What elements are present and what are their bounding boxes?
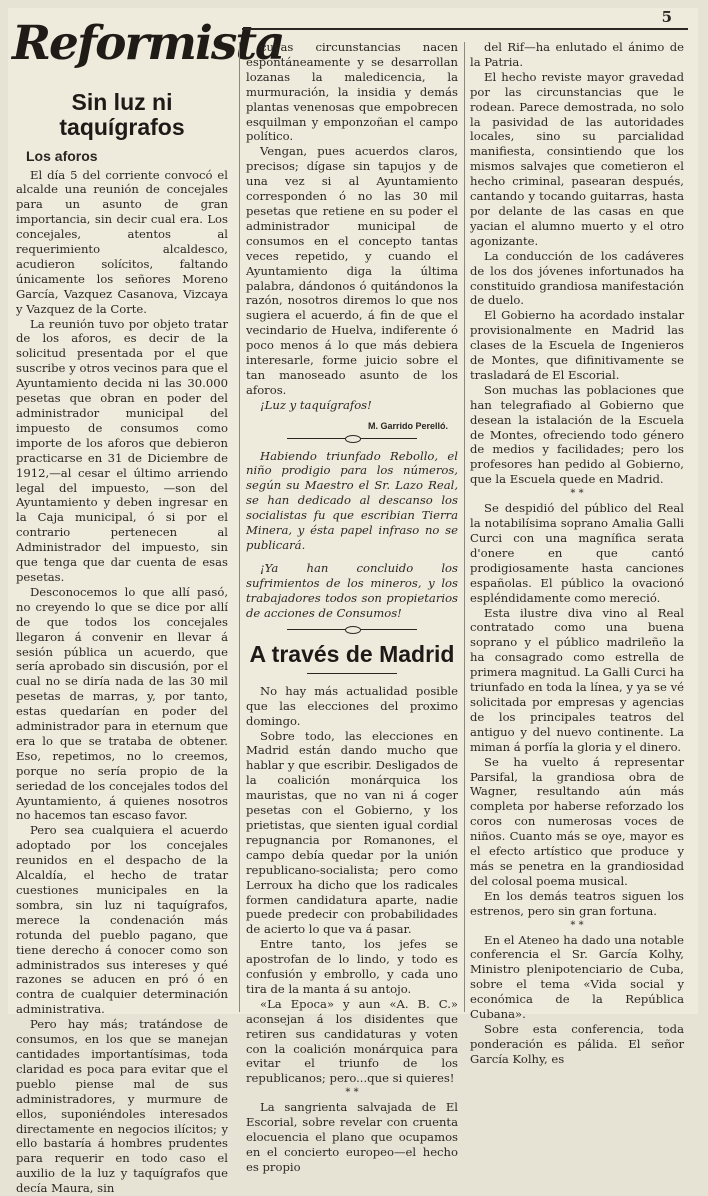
paragraph: Sobre esta conferencia, toda ponderación es pálida. El señor García Kolhy, es <box>470 1022 684 1066</box>
paragraph: En el Ateneo ha dado una notable conferencia el Sr. García Kolhy, Ministro plenipotenciario de Cuba, sobre el tema «Vida social y económica de la República Cubana». <box>470 932 684 1022</box>
paragraph: El hecho reviste mayor gravedad por las circunstancias que le rodean. Parece demostrada, no solo la pasividad de las autoridades locales, sino su parcialidad manifiesta, consintiendo que los mismos salvajes que cometieron el hecho criminal, pasearan después, cantando y tocando guitarras, hasta por delante de las casas en que yacian el alumno muerto y el otro agonizante. <box>470 69 684 248</box>
paragraph: En los demás teatros siguen los estrenos, pero sin gran fortuna. <box>470 888 684 918</box>
paragraph: Esta ilustre diva vino al Real contratado como una buena soprano y el público madrileño la ha consagrado como estrella de primera magnitud. La Galli Curci ha triunfado en toda la línea, y ya se vé solicitada por empresas y agencias de los principales teatros del antiguo y del nuevo continente. La miman á porfía la gloria y el dinero. <box>470 605 684 754</box>
asterism: * * <box>345 1087 359 1099</box>
paragraph: «La Epoca» y aun «A. B. C.» aconsejan á los disidentes que retiren sus candidaturas y voten con la coalición monárquica para evitar el triunfo de los republicanos; pero...que si quieres! <box>246 996 458 1086</box>
paragraph: Son muchas las poblaciones que han telegrafiado al Gobierno que desean la istalación de la Escuela de Montes, ofreciendo todo género de medios y facilidades; pero los profesores han pedido al Gobierno, que la Escuela quede en Madrid. <box>470 382 684 487</box>
paragraph: Sobre todo, las elecciones en Madrid están dando mucho que hablar y que escribir. Desligados de la coalición monárquica los mauristas, que no van ni á coger pesetas con el Gobierno, y los prietistas, que sienten igual cordial repugnancia por Romanones, el campo debía quedar por la unión republicano-socialista; pero como Lerroux ha dicho que los radicales formen candidatura aparte, nadie puede predecir con probabilidades de acierto lo que va á pasar. <box>246 728 458 937</box>
column-3 <box>470 40 684 1067</box>
page-number: 5 <box>661 8 672 26</box>
paragraph: del Rif—ha enlutado el ánimo de la Patria. <box>470 40 684 69</box>
column-1 <box>16 90 228 1196</box>
paragraph: No hay más actualidad posible que las elecciones del proximo domingo. <box>246 683 458 728</box>
asterism: * * <box>570 488 584 500</box>
paragraph: Se despidió del público del Real la notabilísima soprano Amalia Galli Curci con una magnífica serata d'onere en que cantó prodigiosamente hasta canciones españolas. El público la ovacionó espléndidamente como mereció. <box>470 501 684 605</box>
column-2 <box>246 40 458 1175</box>
masthead: Reformista <box>12 16 284 71</box>
newspaper-page <box>8 8 698 1196</box>
ornament-divider <box>287 629 417 630</box>
paragraph: Se ha vuelto á representar Parsifal, la grandiosa obra de Wagner, resultando aún más completa por haberse reforzado los coros con numerosas voces de niños. Cuanto más se oye, mayor es el efecto artístico que produce y más se penetra en la grandiosidad del colosal poema musical. <box>470 754 684 888</box>
asterism: * * <box>570 919 584 931</box>
headline-rule <box>307 673 397 674</box>
paragraph: La sangrienta salvajada de El Escorial, sobre revelar con cruenta elocuencia el plano que ocupamos en el concierto europeo—el hecho es propio <box>246 1100 458 1174</box>
author-signature: M. Garrido Perelló. <box>367 420 448 431</box>
article-headline: Sin luz ni taquígrafos <box>59 89 185 141</box>
note: ¡Ya han concluido los sufrimientos de los mineros, y los trabajadores todos son propietarios de acciones de Consumos! <box>246 560 458 620</box>
paragraph: Vengan, pues acuerdos claros, precisos; dígase sin tapujos y de una vez si al Ayuntamiento corresponden ó no las 30 mil pesetas que retiene en su poder el administrador municipal de consumos en el concepto tantas veces repetido, y cuando el Ayuntamiento diga la última palabra, dándonos ó quitándonos la razón, nosotros diremos lo que nos sugiera el acuerdo, á fin de que el vecindario de Huelva, indiferente ó poco menos á lo que más debiera interesarle, forme juicio sobre el tan manoseado asunto de los aforos. <box>246 144 458 397</box>
paragraph: La reunión tuvo por objeto tratar de los aforos, es decir de la solicitud presentada por el que suscribe y otros vecinos para que el Ayuntamiento decida ni las 30.000 pesetas que obran en poder del administrador municipal del impuesto de consumos como importe de los aforos que debieron practicarse en 31 de Diciembre de 1912,—al cesar el último arriendo legal del impuesto, —son del Ayuntamiento y deben ingresar en la Caja municipal, ó si por el contrario pertenecen al Administrador del impuesto, sin que tenga que dar cuenta de esas pesetas. <box>16 316 228 584</box>
article-subhead: Los aforos <box>26 147 98 164</box>
column-divider <box>464 42 465 1012</box>
column-divider <box>239 42 240 1012</box>
paragraph: La conducción de los cadáveres de los dos jóvenes infortunados ha constituido grandiosa manifestación de duelo. <box>470 248 684 308</box>
paragraph: Desconocemos lo que allí pasó, no creyendo lo que se dice por allí de que todos los concejales llegaron á convenir en llevar á sesión pública un acuerdo, que sería aprobado sin discusión, por el cual no se diría nada de las 30 mil pesetas de marras, y, por tanto, estas quedarían en poder del administrador para in eternum que era lo que se trataba de obtener. Eso, repetimos, no lo creemos, porque no sería propio de la seriedad de los concejales todos del Ayuntamiento, á quienes nosotros no hacemos tan escaso favor. <box>16 584 228 823</box>
note: Habiendo triunfado Rebollo, el niño prodigio para los números, según su Maestro el Sr. Lazo Real, se han dedicado al descanso los socialistas fu que escribian Tierra Minera, y ésta papel infraso no se publicará. <box>246 448 458 552</box>
paragraph: Entre tanto, los jefes se apostrofan de lo lindo, y todo es confusión y embrollo, y cada uno tira de la manta á su antojo. <box>246 937 458 996</box>
article-headline: A través de Madrid <box>249 640 455 667</box>
ornament <box>345 435 361 443</box>
paragraph: Pero hay más; tratándose de consumos, en los que se manejan cantidades importantísimas, toda claridad es poca para evitar que el pueblo piense mal de sus administradores, y murmure de ellos, suponiéndoles interesados directamente en negocios ilícitos; y ello bastaría á hombres prudentes para requerir en todo caso el auxilio de la luz y taquígrafos que decía Maura, sin <box>16 1017 228 1196</box>
paragraph: El día 5 del corriente convocó el alcalde una reunión de concejales para un asunto de gran importancia, sin decir cual era. Los concejales, atentos al requerimiento alcaldesco, acudieron solícitos, faltando únicamente los señores Moreno García, Vazquez Casanova, Vizcaya y Vazquez de la Corte. <box>16 167 228 316</box>
paragraph: Pero sea cualquiera el acuerdo adoptado por los concejales reunidos en el despacho de la Alcaldía, el hecho de tratar cuestiones municipales en la sombra, sin luz ni taquígrafos, merece la condenación más rotunda del pueblo pagano, que tiene derecho á conocer como son administrados sus intereses y qué razones se aducen en pró ó en contra de cualquier determinación administrativa. <box>16 823 228 1017</box>
paragraph: ¡Luz y taquígrafos! <box>260 397 372 412</box>
paragraph: cuyas circunstancias nacen espontáneamente y se desarrollan lozanas la maledicencia, la murmuración, la insidia y demás plantas venenosas que empobrecen esquilman y emponzoñan el campo político. <box>246 40 458 144</box>
ornament-divider <box>287 438 417 439</box>
ornament <box>345 626 361 634</box>
header-rule <box>242 28 688 30</box>
paragraph: El Gobierno ha acordado instalar provisionalmente en Madrid las clases de la Escuela de Ingenieros de Montes, que difinitivamente se trasladará de El Escorial. <box>470 308 684 382</box>
